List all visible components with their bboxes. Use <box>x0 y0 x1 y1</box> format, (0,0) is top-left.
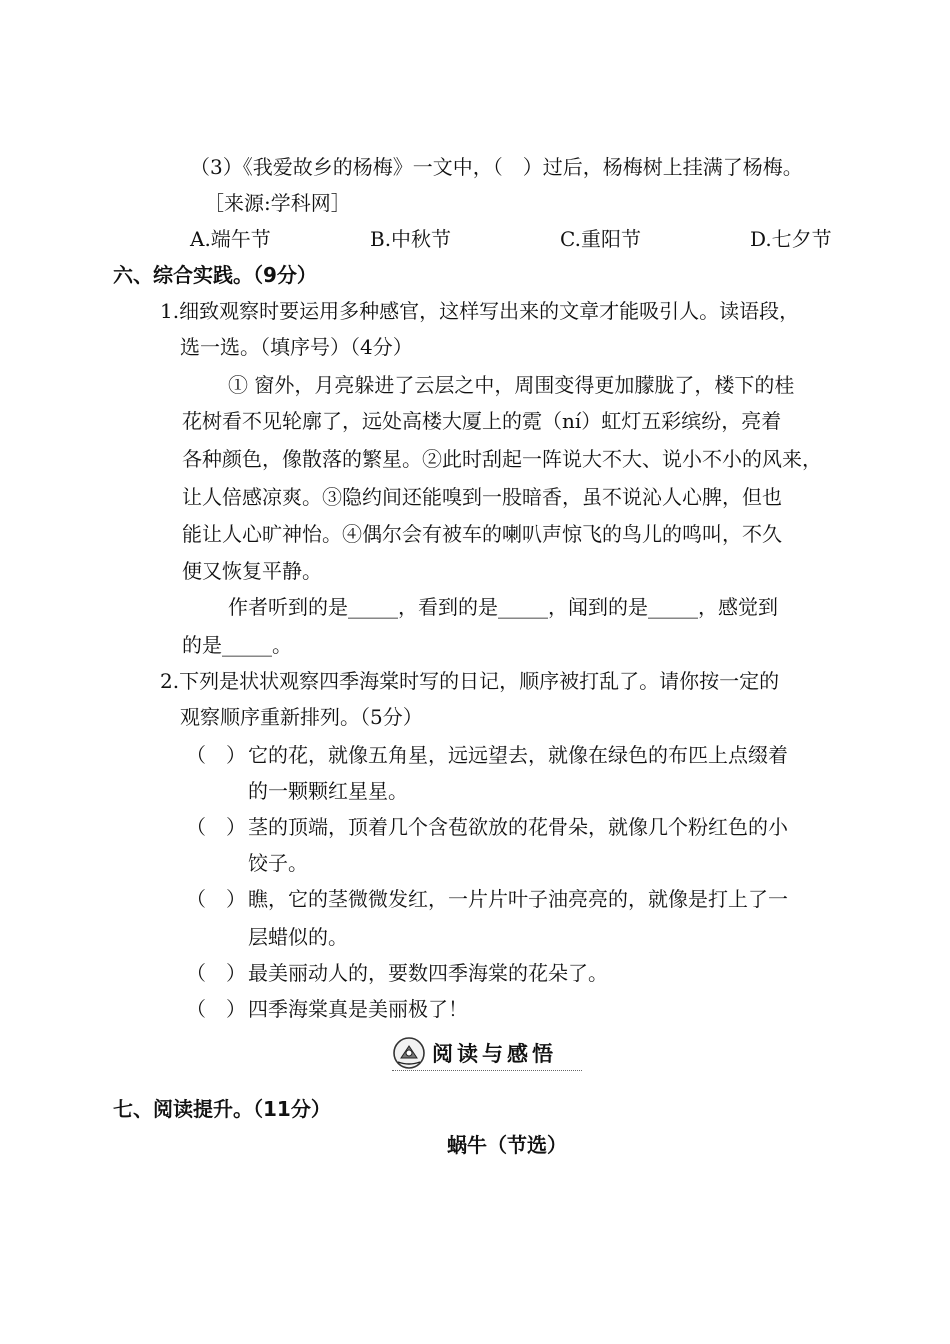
s6-item2-line1: 2.下列是状状观察四季海棠时写的日记，顺序被打乱了。请你按一定的 <box>160 669 780 693</box>
entry-text: 四季海棠真是美丽极了！ <box>248 997 468 1021</box>
s6-item2-line2: 观察顺序重新排列。（5分） <box>180 705 423 729</box>
s6-para-line: ① 窗外，月亮躲进了云层之中，周围变得更加朦胧了，楼下的桂 <box>228 373 795 397</box>
q3-option-d: D.七夕节 <box>750 227 832 251</box>
s6-para-line: 花树看不见轮廓了，远处高楼大厦上的霓（ní）虹灯五彩缤纷，亮着 <box>182 409 782 433</box>
order-blank[interactable]: （ ） <box>186 815 246 839</box>
entry-text: 的一颗颗红星星。 <box>248 779 408 803</box>
order-blank[interactable]: （ ） <box>186 961 246 985</box>
entry-text: 层蜡似的。 <box>248 925 348 949</box>
q3-option-c: C.重阳节 <box>560 227 641 251</box>
q3-option-a: A.端午节 <box>190 227 271 251</box>
s6-item1-line1: 1.细致观察时要运用多种感官，这样写出来的文章才能吸引人。读语段， <box>160 299 800 323</box>
s6-para-line: 便又恢复平静。 <box>182 559 322 583</box>
s6-para-line: 能让人心旷神怡。④偶尔会有被车的喇叭声惊飞的鸟儿的鸣叫，不久 <box>182 522 782 546</box>
reading-banner <box>392 1036 582 1071</box>
s6-para-line: 让人倍感凉爽。③隐约间还能嗅到一股暗香，虽不说沁人心脾，但也 <box>182 485 782 509</box>
reading-icon <box>392 1036 426 1070</box>
section6-title: 六、综合实践。（9分） <box>113 263 317 287</box>
entry-text: 瞧，它的茎微微发红，一片片叶子油亮亮的，就像是打上了一 <box>248 887 788 911</box>
s6-item1-line2: 选一选。（填序号）（4分） <box>180 335 413 359</box>
order-blank[interactable]: （ ） <box>186 743 246 767</box>
q3-option-b: B.中秋节 <box>370 227 452 251</box>
order-blank[interactable]: （ ） <box>186 997 246 1021</box>
entry-text: 饺子。 <box>248 851 308 875</box>
s6-para-line: 各种颜色，像散落的繁星。②此时刮起一阵说大不大、说小不小的风来， <box>182 447 822 471</box>
s6-fill-line1: 作者听到的是_____，看到的是_____，闻到的是_____，感觉到 <box>228 595 778 619</box>
entry-text: 它的花，就像五角星，远远望去，就像在绿色的布匹上点缀着 <box>248 743 788 767</box>
q3-source: ［来源:学科网］ <box>204 191 351 215</box>
s6-fill-line2: 的是_____。 <box>182 633 292 657</box>
entry-text: 最美丽动人的，要数四季海棠的花朵了。 <box>248 961 608 985</box>
entry-text: 茎的顶端，顶着几个含苞欲放的花骨朵，就像几个粉红色的小 <box>248 815 788 839</box>
article-title: 蜗牛（节选） <box>447 1133 567 1157</box>
section7-title: 七、阅读提升。（11分） <box>113 1097 331 1121</box>
q3-stem: （3）《我爱故乡的杨梅》一文中，（ ）过后，杨梅树上挂满了杨梅。 <box>190 155 803 179</box>
order-blank[interactable]: （ ） <box>186 887 246 911</box>
banner-title: 阅读与感悟 <box>432 1042 557 1066</box>
